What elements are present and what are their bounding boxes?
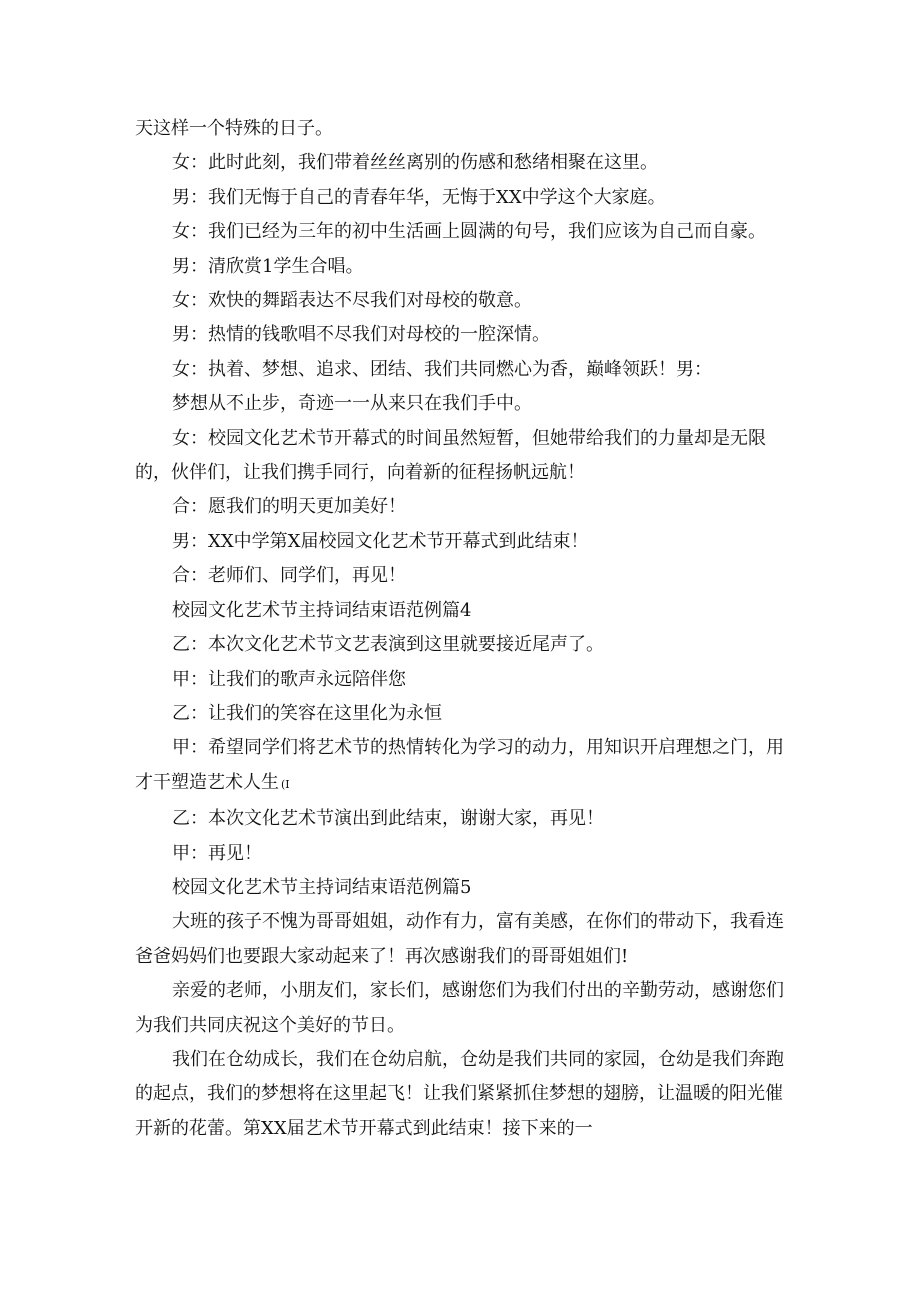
dialogue-line-with-note — [135, 731, 795, 802]
inline-note: (I — [281, 777, 290, 791]
dialogue-line: 女：我们已经为三年的初中生活画上圆满的句号，我们应该为自己而自豪。 — [172, 221, 766, 243]
dialogue-line-text: 甲：希望同学们将艺术节的热情转化为学习的动力，用知识开启理想之门，用才干塑造艺术人生 — [135, 737, 784, 793]
dialogue-line: 合：老师们、同学们，再见！ — [172, 565, 406, 587]
dialogue-line: 男：热情的钱歌唱不尽我们对母校的一腔深情。 — [172, 324, 550, 346]
paragraph-continuation: 天这样一个特殊的日子。 — [135, 118, 333, 139]
dialogue-line: 乙：本次文化艺术节演出到此结束，谢谢大家，再见！ — [172, 808, 604, 830]
document-body — [135, 112, 795, 1146]
dialogue-line: 女：此时此刻，我们带着丝丝离别的伤感和愁绪相聚在这里。 — [172, 152, 658, 174]
dialogue-line: 乙：让我们的笑容在这里化为永恒 — [172, 702, 442, 724]
dialogue-line: 甲：让我们的歌声永远陪伴您 — [172, 668, 406, 690]
dialogue-line: 梦想从不止步，奇迹一一从来只在我们手中。 — [172, 393, 532, 415]
dialogue-line: 女：欢快的舞蹈表达不尽我们对母校的敬意。 — [172, 290, 532, 312]
section-heading: 校园文化艺术节主持词结束语范例篇4 — [172, 599, 472, 621]
dialogue-line: 男：我们无悔于自己的青春年华，无悔于XX中学这个大家庭。 — [172, 186, 666, 208]
dialogue-line: 男：清欣赏1学生合唱。 — [172, 255, 364, 277]
dialogue-line: 合：愿我们的明天更加美好！ — [172, 496, 406, 518]
dialogue-line: 女：校园文化艺术节开幕式的时间虽然短暂，但她带给我们的力量却是无限的，伙伴们，让我们携手同行，向着新的征程扬帆远航！ — [135, 427, 766, 484]
dialogue-line: 女：执着、梦想、追求、团结、我们共同燃心为香，巅峰领跃！男： — [172, 358, 712, 380]
dialogue-line: 乙：本次文化艺术节文艺表演到这里就要接近尾声了。 — [172, 634, 604, 656]
body-paragraph: 亲爱的老师，小朋友们，家长们，感谢您们为我们付出的辛勤劳动，感谢您们为我们共同庆祝这个美好的节日。 — [135, 980, 784, 1036]
dialogue-line: 男：XX中学第X届校园文化艺术节开幕式到此结束！ — [172, 530, 589, 552]
section-heading: 校园文化艺术节主持词结束语范例篇5 — [172, 876, 472, 898]
body-paragraph: 大班的孩子不愧为哥哥姐姐，动作有力，富有美感，在你们的带动下，我看连爸爸妈妈们也要跟大家动起来了！再次感谢我们的哥哥姐姐们! — [135, 911, 784, 967]
body-paragraph: 我们在仓幼成长，我们在仓幼启航，仓幼是我们共同的家园，仓幼是我们奔跑的起点，我们的梦想将在这里起飞！让我们紧紧抓住梦想的翅膀，让温暖的阳光催开新的花蕾。第XX届艺术节开幕式到此结束！接下来的一 — [135, 1048, 784, 1139]
dialogue-line: 甲：再见！ — [172, 842, 262, 864]
